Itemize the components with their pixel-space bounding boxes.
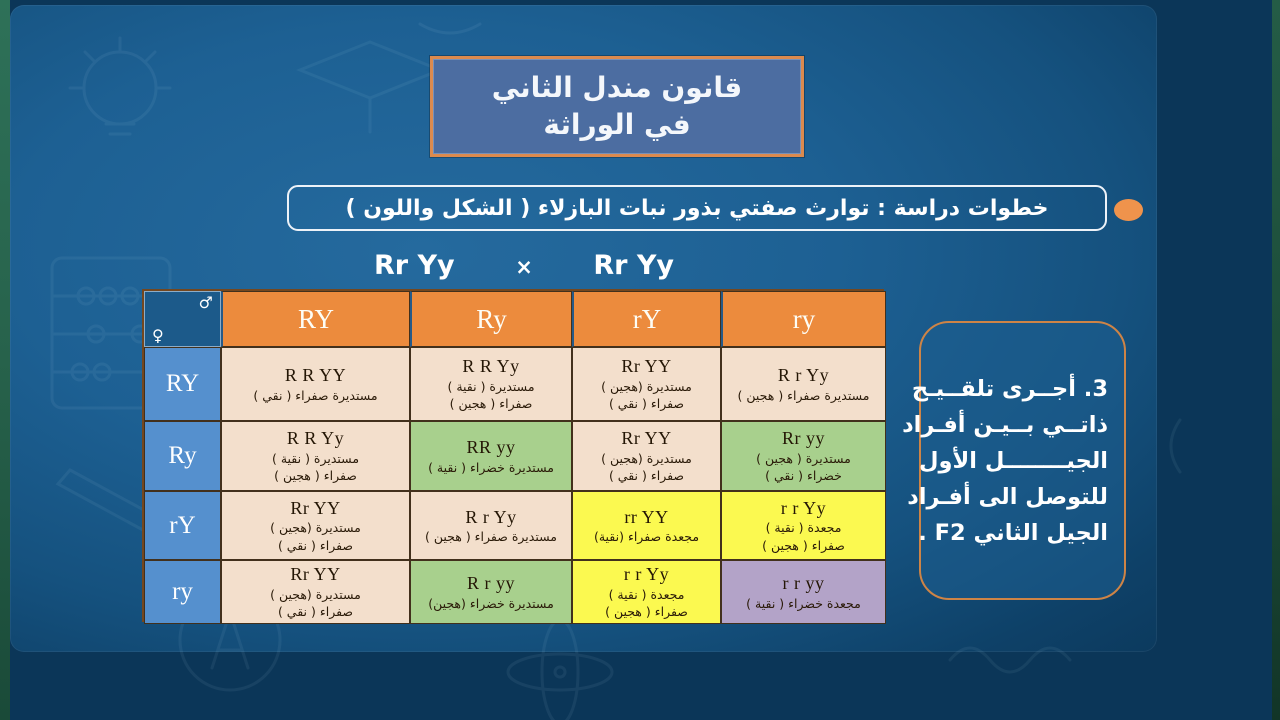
- column-header-ry: ry: [721, 291, 886, 347]
- trait-text: مستديرة (هجين ): [270, 520, 361, 536]
- punnett-cell-r4c1: [221, 560, 410, 624]
- trait-text: مستديرة ( هجين ): [756, 450, 851, 466]
- trait-text: خضراء ( نقي ): [765, 468, 842, 484]
- column-header-RY: RY: [221, 291, 410, 347]
- genotype-text: R R YY: [284, 365, 347, 385]
- genotype-text: rr YY: [624, 506, 669, 527]
- trait-text: مستديرة (هجين ): [601, 450, 692, 466]
- punnett-cell-r1c2: [410, 347, 572, 421]
- trait-text: مستديرة صفراء ( نقي ): [253, 387, 378, 403]
- trait-text: مجعدة ( نقية ): [765, 520, 842, 536]
- row-header-rY: rY: [144, 491, 221, 560]
- punnett-cell-r4c2: [410, 560, 572, 624]
- trait-text: مستديرة ( نقية ): [271, 450, 360, 466]
- punnett-cell-r3c3: [572, 491, 721, 560]
- genotype-text: Rr YY: [621, 356, 672, 377]
- row-header-ry: ry: [144, 560, 221, 624]
- genotype-text: R r Yy: [777, 365, 830, 385]
- genotype-text: R r yy: [467, 573, 515, 593]
- genotype-text: r r Yy: [623, 564, 670, 585]
- genotype-text: R r Yy: [465, 506, 517, 527]
- step3-note-box: [902, 321, 1126, 600]
- trait-text: صفراء ( نقي ): [608, 396, 685, 412]
- note-line-2: ذاتــي بــيـن أفـراد: [902, 411, 1108, 438]
- slide-title-box: [430, 56, 804, 157]
- trait-text: مستديرة خضراء (هجين): [428, 595, 554, 611]
- parental-cross: [374, 247, 674, 283]
- male-symbol-icon: ♂: [198, 293, 213, 312]
- bullet-dot-icon: [1114, 199, 1143, 221]
- column-header-rY: rY: [572, 291, 721, 347]
- note-line-4: للتوصل الى أفـراد: [907, 483, 1108, 510]
- punnett-cell-r1c4: [721, 347, 886, 421]
- punnett-cell-r2c3: [572, 421, 721, 491]
- punnett-cell-r2c1: [221, 421, 410, 491]
- genotype-text: R R Yy: [286, 428, 345, 449]
- genotype-text: Rr YY: [290, 497, 341, 518]
- female-symbol-icon: ♀: [152, 326, 164, 345]
- left-green-edge: [0, 0, 10, 720]
- genotype-text: RR yy: [466, 437, 516, 457]
- genotype-text: r r yy: [782, 573, 825, 593]
- punnett-cell-r1c1: [221, 347, 410, 421]
- trait-text: صفراء ( نقي ): [277, 604, 354, 620]
- punnett-cell-r4c4: [721, 560, 886, 624]
- punnett-cell-r3c1: [221, 491, 410, 560]
- parent-genotype-left: Rr Yy: [374, 249, 455, 281]
- trait-text: مستديرة خضراء ( نقية ): [428, 459, 554, 475]
- trait-text: مستديرة (هجين ): [270, 586, 361, 602]
- right-green-edge: [1272, 0, 1280, 720]
- study-step-text: خطوات دراسة : توارث صفتي بذور نبات البازلاء ( الشكل واللون ): [345, 195, 1049, 221]
- column-header-Ry: Ry: [410, 291, 572, 347]
- row-header-RY: RY: [144, 347, 221, 421]
- trait-text: صفراء ( هجين ): [274, 468, 357, 484]
- trait-text: مستديرة ( نقية ): [447, 378, 535, 394]
- trait-text: مجعدة صفراء (نقية): [593, 529, 700, 544]
- note-line-1: 3. أجــرى تلقــيـح: [911, 375, 1108, 402]
- genotype-text: r r Yy: [780, 497, 827, 518]
- cross-multiply-icon: ×: [515, 255, 533, 279]
- title-line-2: في الوراثة: [543, 107, 691, 141]
- trait-text: مستديرة صفراء ( هجين ): [737, 387, 870, 403]
- punnett-cell-r2c4: [721, 421, 886, 491]
- parent-genotype-right: Rr Yy: [593, 249, 674, 281]
- trait-text: صفراء ( هجين ): [449, 396, 533, 412]
- punnett-square-table: [142, 289, 884, 622]
- punnett-cell-r1c3: [572, 347, 721, 421]
- punnett-cell-r3c2: [410, 491, 572, 560]
- trait-text: صفراء ( نقي ): [277, 537, 354, 553]
- title-line-1: قانون مندل الثاني: [491, 70, 743, 104]
- genotype-text: Rr YY: [290, 564, 341, 585]
- trait-text: صفراء ( هجين ): [762, 537, 845, 553]
- note-line-5: الجيل الثاني F2 .: [918, 519, 1108, 546]
- punnett-cell-r2c2: [410, 421, 572, 491]
- punnett-corner-cell: [144, 291, 221, 347]
- note-line-3: الجيــــــــل الأول: [919, 447, 1108, 474]
- trait-text: مجعدة ( نقية ): [608, 586, 685, 602]
- trait-text: مستديرة صفراء ( هجين ): [425, 529, 557, 544]
- genotype-text: Rr YY: [621, 428, 672, 449]
- trait-text: مجعدة خضراء ( نقية ): [746, 595, 861, 611]
- genotype-text: R R Yy: [462, 356, 520, 377]
- study-step-box: [287, 185, 1107, 231]
- punnett-cell-r3c4: [721, 491, 886, 560]
- trait-text: صفراء ( نقي ): [608, 468, 685, 484]
- genotype-text: Rr yy: [782, 428, 825, 449]
- trait-text: مستديرة (هجين ): [601, 378, 692, 394]
- trait-text: صفراء ( هجين ): [605, 604, 688, 620]
- punnett-cell-r4c3: [572, 560, 721, 624]
- row-header-Ry: Ry: [144, 421, 221, 491]
